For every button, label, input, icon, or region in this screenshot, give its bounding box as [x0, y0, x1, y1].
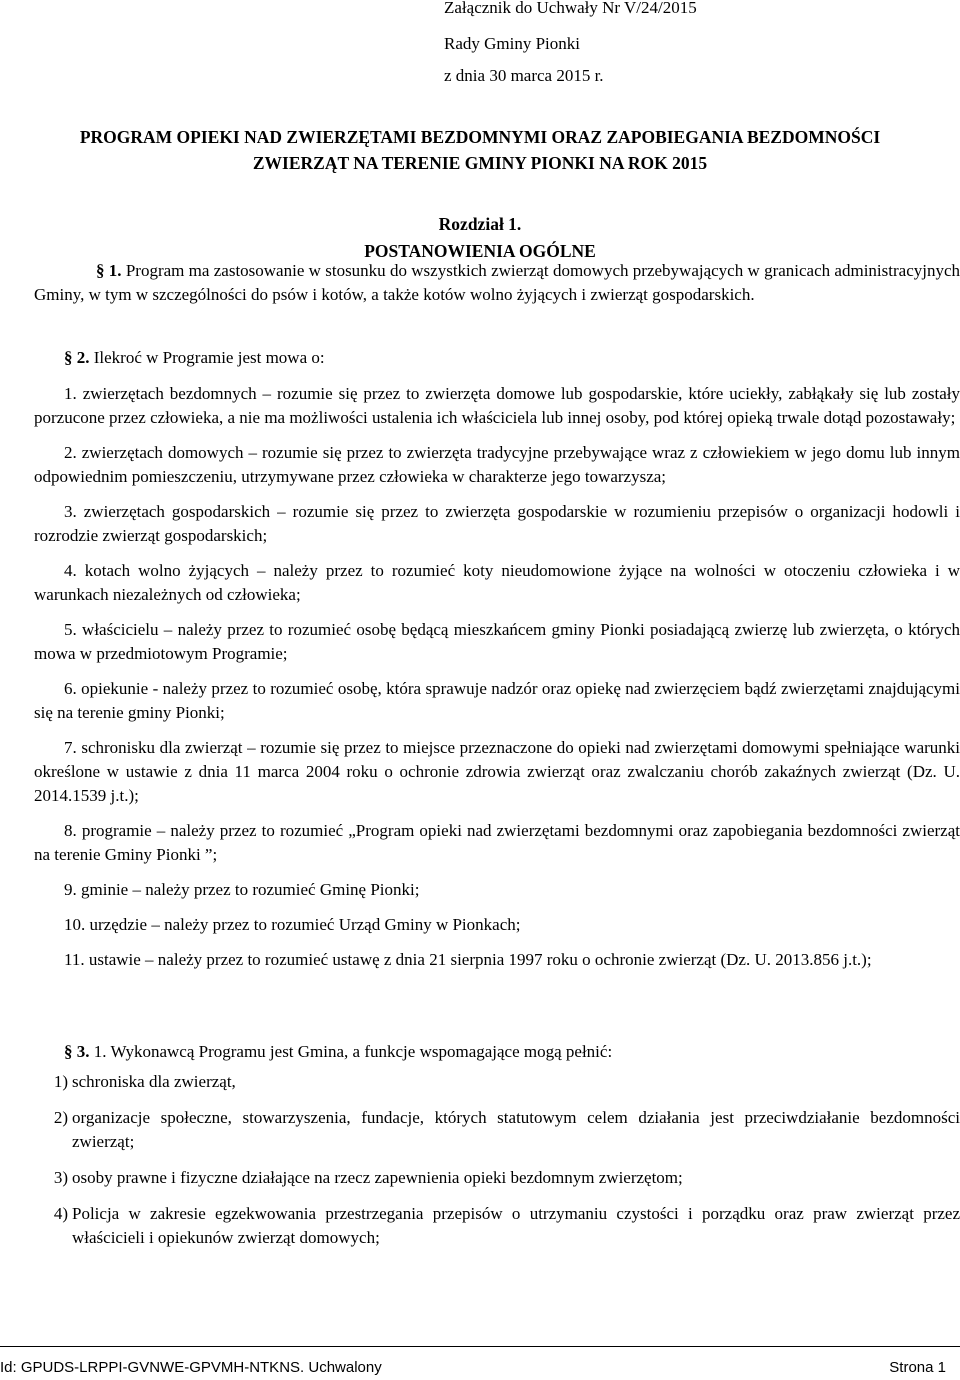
- chapter-number: Rozdział 1.: [438, 214, 522, 234]
- title-line-2: ZWIERZĄT NA TERENIE GMINY PIONKI NA ROK 2015: [252, 153, 708, 173]
- page-number: Strona 1: [889, 1359, 946, 1376]
- role-item: 3) osoby prawne i fizyczne działające na rzecz zapewnienia opieki bezdomnym zwierzętom;: [53, 1168, 683, 1187]
- section-3: [34, 1040, 960, 1064]
- section-1-text: Program ma zastosowanie w stosunku do wszystkich zwierząt domowych przebywających w granicach administracyjnych Gminy, w tym w szczególności do psów i kotów, a także kotów wolno żyjących i zwierząt gospodarskich.: [34, 261, 960, 304]
- definition-item: 10. urzędzie – należy przez to rozumieć Urząd Gminy w Pionkach;: [64, 915, 521, 934]
- definition-item: 2. zwierzętach domowych – rozumie się przez to zwierzęta tradycyjne przebywające wraz z człowiekiem w jego domu lub innym odpowiednim pomieszczeniu, utrzymywane przez człowieka w charakterze jego towarzysza;: [34, 443, 960, 486]
- definition-item: 1. zwierzętach bezdomnych – rozumie się przez to zwierzęta domowe lub gospodarskie, które uciekły, zabłąkały się lub zostały porzucone przez człowieka, a nie ma możliwości ustalenia ich właściciela lub innej osoby, pod której opieką trwale dotąd pozostawały;: [34, 384, 960, 427]
- document-id: Id: GPUDS-LRPPI-GVNWE-GPVMH-NTKNS. Uchwalony: [0, 1359, 382, 1376]
- section-1: [34, 259, 960, 307]
- header-line-2: Rady Gminy Pionki: [444, 34, 581, 53]
- role-item: 2) organizacje społeczne, stowarzyszenia, fundacje, których statutowym celem działania jest przeciwdziałanie bezdomności zwierząt;: [53, 1108, 960, 1151]
- chapter-name: POSTANOWIENIA OGÓLNE: [364, 241, 596, 261]
- role-item: 1) schroniska dla zwierząt,: [53, 1072, 236, 1091]
- definition-item: 6. opiekunie - należy przez to rozumieć osobę, która sprawuje nadzór oraz opiekę nad zwierzęciem bądź zwierzętami znajdującymi się na terenie gminy Pionki;: [34, 679, 960, 722]
- section-2: [34, 346, 960, 370]
- definition-item: 5. właścicielu – należy przez to rozumieć osobę będącą mieszkańcem gminy Pionki posiadającą zwierzę lub zwierzęta, o których mowa w przedmiotowym Programie;: [34, 620, 960, 663]
- section-2-text: Ilekroć w Programie jest mowa o:: [93, 348, 325, 367]
- definition-item: 3. zwierzętach gospodarskich – rozumie się przez to zwierzęta gospodarskie w rozumieniu przepisów o organizacji hodowli i rozrodzie zwierząt gospodarskich;: [34, 502, 960, 545]
- roles-list: [34, 1070, 960, 1262]
- definition-item: 11. ustawie – należy przez to rozumieć ustawę z dnia 21 sierpnia 1997 roku o ochronie zwierząt (Dz. U. 2013.856 j.t.);: [64, 950, 872, 969]
- definition-item: 8. programie – należy przez to rozumieć „Program opieki nad zwierzętami bezdomnymi oraz zapobiegania bezdomności zwierząt na terenie Gminy Pionki ”;: [34, 821, 960, 864]
- definition-item: 4. kotach wolno żyjących – należy przez to rozumieć koty nieudomowione żyjące na wolności w otoczeniu człowieka i w warunkach niezależnych od człowieka;: [34, 561, 960, 604]
- page-footer: [0, 1346, 960, 1380]
- definition-item: 7. schronisku dla zwierząt – rozumie się przez to miejsce przeznaczone do opieki nad zwierzętami domowymi spełniające warunki określone w ustawie z dnia 11 marca 2004 roku o ochronie zdrowia zwierząt oraz zwalczaniu chorób zakaźnych zwierząt (Dz. U. 2014.1539 j.t.);: [34, 738, 960, 805]
- section-1-mark: § 1.: [96, 261, 122, 280]
- section-3-mark: § 3.: [64, 1042, 90, 1061]
- header-line-3: z dnia 30 marca 2015 r.: [444, 66, 604, 85]
- section-3-text: 1. Wykonawcą Programu jest Gmina, a funkcje wspomagające mogą pełnić:: [93, 1042, 613, 1061]
- definition-item: 9. gminie – należy przez to rozumieć Gminę Pionki;: [64, 880, 420, 899]
- section-2-mark: § 2.: [64, 348, 90, 367]
- header-line-1: Załącznik do Uchwały Nr V/24/2015: [444, 0, 697, 17]
- definitions-list: [34, 382, 960, 983]
- chapter-heading: [0, 211, 960, 265]
- document-title: [0, 124, 960, 176]
- role-item: 4) Policja w zakresie egzekwowania przestrzegania przepisów o utrzymaniu czystości i porządku oraz praw zwierząt przez właścicieli i opiekunów zwierząt domowych;: [53, 1204, 960, 1247]
- title-line-1: PROGRAM OPIEKI NAD ZWIERZĘTAMI BEZDOMNYMI ORAZ ZAPOBIEGANIA BEZDOMNOŚCI: [79, 127, 881, 147]
